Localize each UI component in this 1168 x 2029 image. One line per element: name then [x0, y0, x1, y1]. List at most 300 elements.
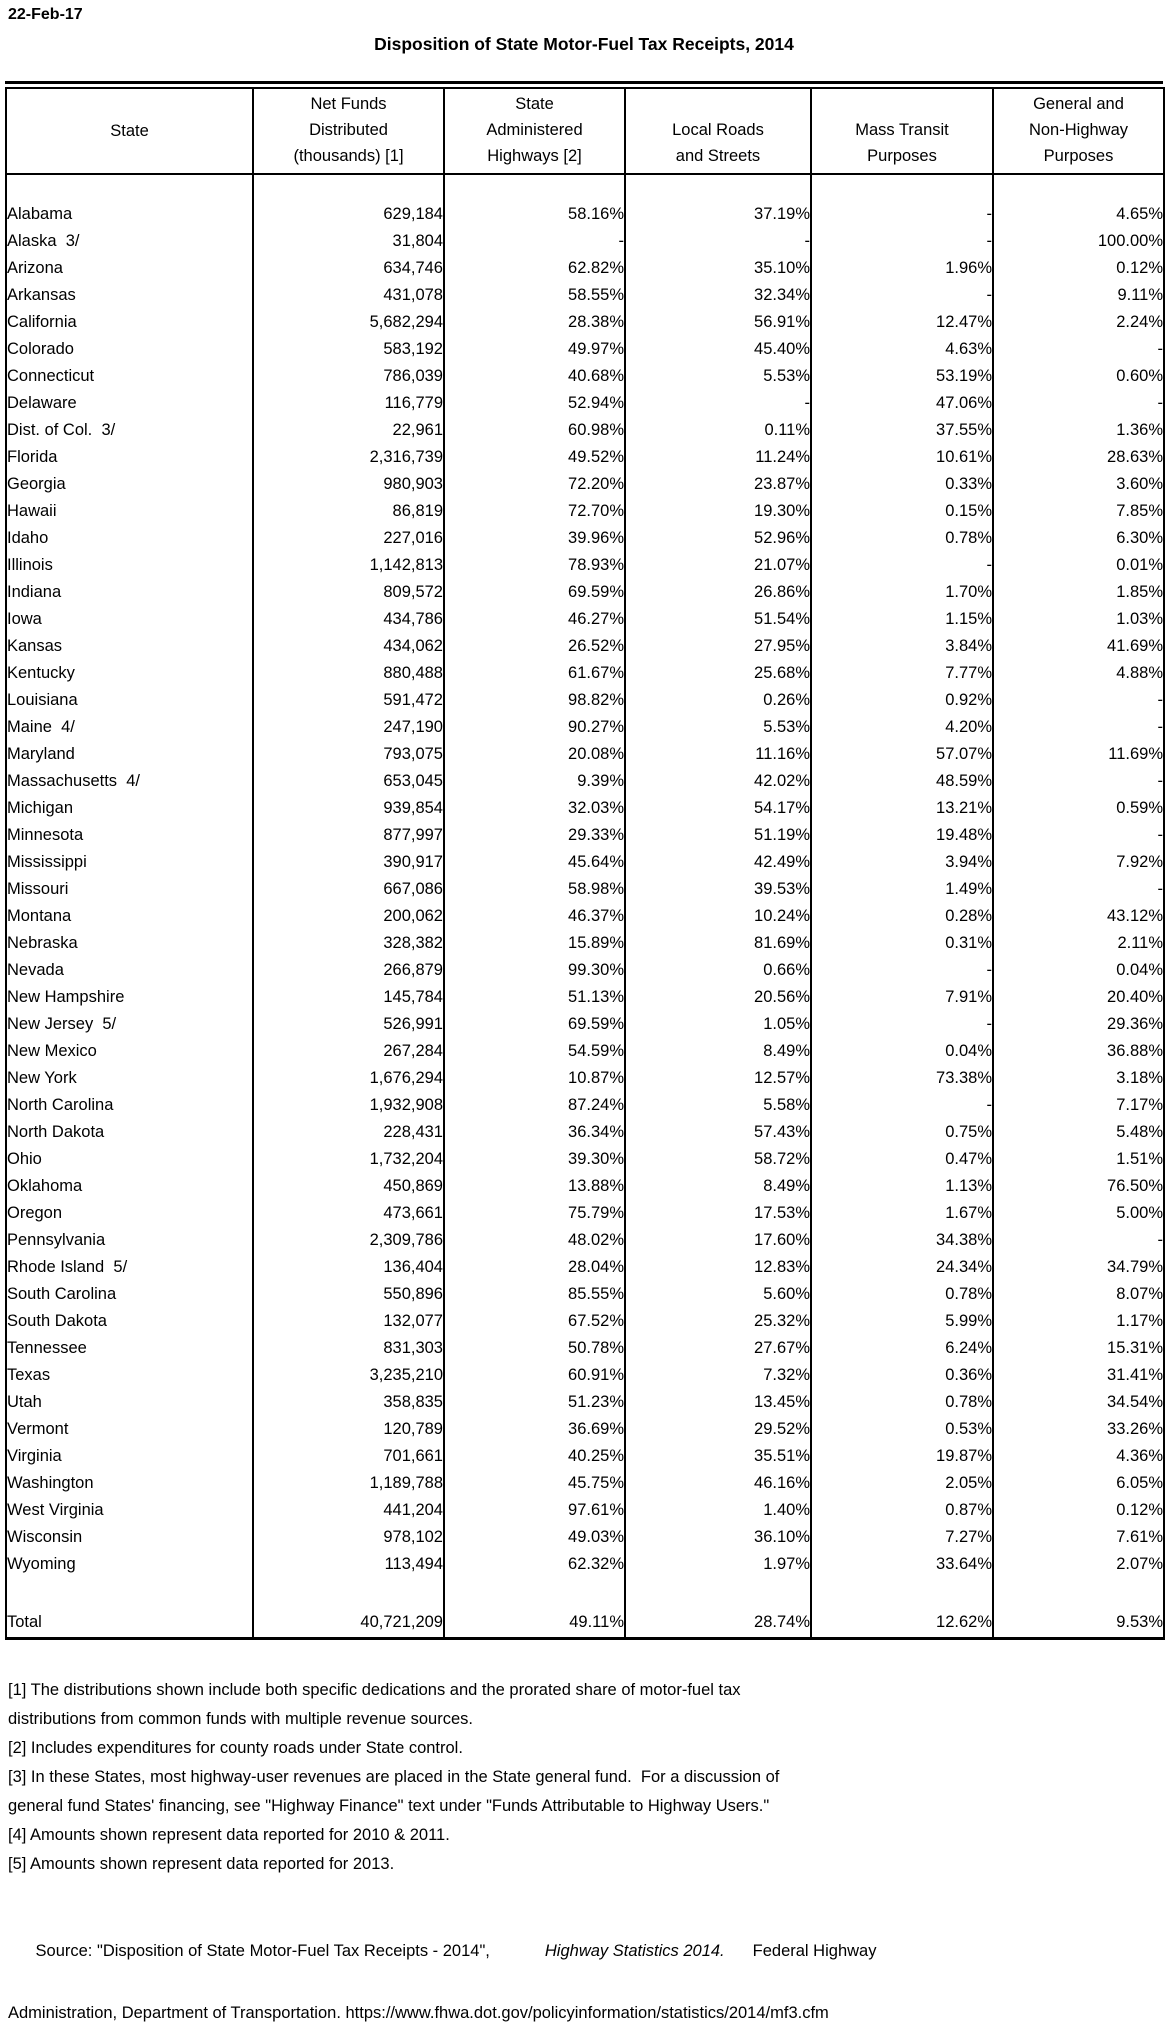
spacer-cell — [625, 174, 811, 201]
value-cell: 25.32% — [625, 1308, 811, 1335]
value-cell: 358,835 — [253, 1389, 444, 1416]
state-name-cell: Maine 4/ — [6, 714, 253, 741]
value-cell: 6.24% — [811, 1335, 993, 1362]
table-row — [6, 957, 1164, 984]
value-cell: 4.36% — [1116, 1447, 1163, 1465]
value-cell: 0.87% — [811, 1497, 993, 1524]
value-cell: 247,190 — [253, 714, 444, 741]
table-row — [6, 1443, 1164, 1470]
value-cell: 978,102 — [253, 1524, 444, 1551]
header-line: Local Roads — [672, 121, 764, 139]
value-cell: 37.55% — [811, 417, 993, 444]
value-cell: 667,086 — [253, 876, 444, 903]
value-cell: - — [811, 552, 993, 579]
value-cell: 0.53% — [811, 1416, 993, 1443]
value-cell: 75.79% — [444, 1200, 625, 1227]
value-cell: 81.69% — [625, 930, 811, 957]
value-cell: 39.96% — [444, 525, 625, 552]
state-name-cell: North Dakota — [6, 1119, 253, 1146]
value-cell: 0.04% — [1116, 961, 1163, 979]
header-line: (thousands) [1] — [293, 147, 404, 165]
value-cell: 54.17% — [625, 795, 811, 822]
header-line: Highways [2] — [487, 147, 582, 165]
spacer-cell — [6, 174, 253, 201]
header-row — [6, 88, 1164, 174]
table-row — [6, 1470, 1164, 1497]
spacer-cell — [811, 1578, 993, 1596]
state-name-cell: North Carolina — [6, 1092, 253, 1119]
value-cell: 5.58% — [625, 1092, 811, 1119]
value-cell: 0.01% — [1116, 556, 1163, 574]
value-cell: 116,779 — [253, 390, 444, 417]
value-cell: 653,045 — [253, 768, 444, 795]
value-cell: 42.02% — [625, 768, 811, 795]
state-name-cell: South Carolina — [6, 1281, 253, 1308]
value-cell: 45.75% — [444, 1470, 625, 1497]
footnotes — [8, 1676, 1168, 1879]
value-cell: 9.11% — [1117, 286, 1163, 304]
value-cell: 50.78% — [444, 1335, 625, 1362]
value-cell: 809,572 — [253, 579, 444, 606]
header-line: Purposes — [1043, 147, 1114, 165]
value-cell: 40.25% — [444, 1443, 625, 1470]
value-cell: 5.00% — [1116, 1204, 1163, 1222]
state-name-cell: Georgia — [6, 471, 253, 498]
header-line: Non-Highway — [1028, 121, 1129, 139]
state-name-cell: California — [6, 309, 253, 336]
value-cell: 56.91% — [625, 309, 811, 336]
value-cell: - — [811, 957, 993, 984]
table-row — [6, 1335, 1164, 1362]
value-cell: 43.12% — [1107, 907, 1163, 925]
value-cell: 58.98% — [444, 876, 625, 903]
value-cell: 7.85% — [1116, 502, 1163, 520]
value-cell: 51.13% — [444, 984, 625, 1011]
state-name-cell: Wisconsin — [6, 1524, 253, 1551]
value-cell: 32.34% — [625, 282, 811, 309]
value-cell: 52.96% — [625, 525, 811, 552]
state-name-cell: South Dakota — [6, 1308, 253, 1335]
value-cell: 34.54% — [1107, 1393, 1163, 1411]
header-highways — [444, 88, 625, 174]
spacer-section — [6, 174, 1164, 201]
table-row — [6, 1416, 1164, 1443]
value-cell: 5.48% — [1116, 1123, 1163, 1141]
value-cell: 267,284 — [253, 1038, 444, 1065]
value-cell: 3.18% — [1116, 1069, 1163, 1087]
value-cell: 28.38% — [444, 309, 625, 336]
value-cell: 97.61% — [444, 1497, 625, 1524]
value-cell: 9.39% — [444, 768, 625, 795]
table-row — [6, 1200, 1164, 1227]
header-general — [993, 88, 1164, 174]
value-cell: 550,896 — [253, 1281, 444, 1308]
source-citation — [8, 1905, 1168, 2029]
value-cell: 46.27% — [444, 606, 625, 633]
table-row — [6, 1551, 1164, 1578]
value-cell: 12.57% — [625, 1065, 811, 1092]
value-cell: 46.37% — [444, 903, 625, 930]
value-cell: 51.19% — [625, 822, 811, 849]
value-cell: 526,991 — [253, 1011, 444, 1038]
spacer-cell — [6, 1578, 253, 1596]
table-row — [6, 1254, 1164, 1281]
value-cell: 8.49% — [625, 1038, 811, 1065]
table-body — [6, 201, 1164, 1578]
value-cell: 4.65% — [1116, 205, 1163, 223]
value-cell: 431,078 — [253, 282, 444, 309]
value-cell: 20.56% — [625, 984, 811, 1011]
value-cell: 1.49% — [811, 876, 993, 903]
state-name-cell: Nebraska — [6, 930, 253, 957]
value-cell: 100.00% — [1097, 232, 1163, 250]
value-cell: 46.16% — [625, 1470, 811, 1497]
value-cell: 42.49% — [625, 849, 811, 876]
value-cell: 5,682,294 — [253, 309, 444, 336]
value-cell: 25.68% — [625, 660, 811, 687]
value-cell: 60.91% — [444, 1362, 625, 1389]
value-cell: - — [1157, 1231, 1163, 1249]
table-row — [6, 1011, 1164, 1038]
value-cell: 31.41% — [1107, 1366, 1163, 1384]
state-name-cell: Tennessee — [6, 1335, 253, 1362]
value-cell: 28.04% — [444, 1254, 625, 1281]
value-cell: 67.52% — [444, 1308, 625, 1335]
state-name-cell: Massachusetts 4/ — [6, 768, 253, 795]
state-name-cell: New York — [6, 1065, 253, 1092]
table-row — [6, 1281, 1164, 1308]
value-cell: 35.10% — [625, 255, 811, 282]
value-cell: 36.34% — [444, 1119, 625, 1146]
state-name-cell: Idaho — [6, 525, 253, 552]
state-name-cell: Utah — [6, 1389, 253, 1416]
value-cell: 49.03% — [444, 1524, 625, 1551]
value-cell: - — [811, 228, 993, 255]
value-cell: 390,917 — [253, 849, 444, 876]
value-cell: 10.61% — [811, 444, 993, 471]
table-row — [6, 1092, 1164, 1119]
header-local-roads — [625, 88, 811, 174]
value-cell: 5.53% — [625, 363, 811, 390]
table-row — [6, 1362, 1164, 1389]
value-cell: 34.79% — [1107, 1258, 1163, 1276]
value-cell: 27.67% — [625, 1335, 811, 1362]
value-cell: 62.82% — [444, 255, 625, 282]
spacer-cell — [444, 1578, 625, 1596]
value-cell: 2.07% — [1116, 1555, 1163, 1573]
value-cell: - — [1157, 826, 1163, 844]
value-cell: 1.67% — [811, 1200, 993, 1227]
header-line: State — [515, 95, 554, 113]
value-cell: 0.28% — [811, 903, 993, 930]
table-row — [6, 336, 1164, 363]
value-cell: 49.52% — [444, 444, 625, 471]
table-row — [6, 903, 1164, 930]
state-name-cell: Wyoming — [6, 1551, 253, 1578]
value-cell: 48.59% — [811, 768, 993, 795]
value-cell: 1.36% — [1116, 421, 1163, 439]
value-cell: 113,494 — [253, 1551, 444, 1578]
value-cell: - — [811, 201, 993, 228]
value-cell: 7.32% — [625, 1362, 811, 1389]
value-cell: - — [1157, 772, 1163, 790]
value-cell: 4.63% — [811, 336, 993, 363]
value-cell: 266,879 — [253, 957, 444, 984]
value-cell: - — [811, 1011, 993, 1038]
report-date: 22-Feb-17 — [8, 6, 83, 23]
table-row — [6, 471, 1164, 498]
state-name-cell: Oregon — [6, 1200, 253, 1227]
state-name-cell: Iowa — [6, 606, 253, 633]
value-cell: 3,235,210 — [253, 1362, 444, 1389]
value-cell: 1.05% — [625, 1011, 811, 1038]
state-name-cell: Kentucky — [6, 660, 253, 687]
value-cell: - — [1157, 394, 1163, 412]
value-cell: 7.91% — [811, 984, 993, 1011]
table-row — [6, 552, 1164, 579]
state-name-cell: Maryland — [6, 741, 253, 768]
source-line-1 — [8, 1905, 1168, 1998]
state-name-cell: Ohio — [6, 1146, 253, 1173]
state-name-cell: Oklahoma — [6, 1173, 253, 1200]
value-cell: 0.31% — [811, 930, 993, 957]
value-cell: 7.92% — [1116, 853, 1163, 871]
value-cell: 793,075 — [253, 741, 444, 768]
value-cell: 27.95% — [625, 633, 811, 660]
value-cell: 120,789 — [253, 1416, 444, 1443]
value-cell: 45.40% — [625, 336, 811, 363]
value-cell: 0.47% — [811, 1146, 993, 1173]
value-cell: 2.05% — [811, 1470, 993, 1497]
value-cell: 5.60% — [625, 1281, 811, 1308]
state-name-cell: Minnesota — [6, 822, 253, 849]
total-label: Total — [6, 1596, 253, 1639]
value-cell: 12.83% — [625, 1254, 811, 1281]
value-cell: 0.12% — [1116, 1501, 1163, 1519]
state-name-cell: Delaware — [6, 390, 253, 417]
value-cell: 880,488 — [253, 660, 444, 687]
value-cell: 15.89% — [444, 930, 625, 957]
value-cell: 10.87% — [444, 1065, 625, 1092]
value-cell: - — [444, 228, 625, 255]
value-cell: 22,961 — [253, 417, 444, 444]
value-cell: 227,016 — [253, 525, 444, 552]
value-cell: 87.24% — [444, 1092, 625, 1119]
value-cell: 26.86% — [625, 579, 811, 606]
table-row — [6, 741, 1164, 768]
value-cell: 145,784 — [253, 984, 444, 1011]
value-cell: 132,077 — [253, 1308, 444, 1335]
table-row — [6, 201, 1164, 228]
value-cell: 78.93% — [444, 552, 625, 579]
value-cell: - — [1157, 718, 1163, 736]
table-row — [6, 282, 1164, 309]
value-cell: 19.30% — [625, 498, 811, 525]
spacer-row — [6, 1578, 1164, 1596]
footnote-2: [2] Includes expenditures for county roads under State control. — [8, 1739, 463, 1757]
state-name-cell: Connecticut — [6, 363, 253, 390]
value-cell: 54.59% — [444, 1038, 625, 1065]
state-name-cell: Nevada — [6, 957, 253, 984]
value-cell: 15.31% — [1107, 1339, 1163, 1357]
state-name-cell: Alaska 3/ — [6, 228, 253, 255]
state-name-cell: Florida — [6, 444, 253, 471]
value-cell: 10.24% — [625, 903, 811, 930]
value-cell: 11.69% — [1108, 745, 1163, 763]
table-row — [6, 417, 1164, 444]
value-cell: 52.94% — [444, 390, 625, 417]
value-cell: 328,382 — [253, 930, 444, 957]
state-name-cell: Washington — [6, 1470, 253, 1497]
value-cell: 13.45% — [625, 1389, 811, 1416]
value-cell: 36.88% — [1107, 1042, 1163, 1060]
value-cell: 26.52% — [444, 633, 625, 660]
table-row — [6, 687, 1164, 714]
spacer-cell — [253, 174, 444, 201]
table-row — [6, 1497, 1164, 1524]
value-cell: 1.51% — [1116, 1150, 1163, 1168]
value-cell: 19.87% — [811, 1443, 993, 1470]
state-name-cell: New Mexico — [6, 1038, 253, 1065]
value-cell: 1.17% — [1116, 1312, 1163, 1330]
table-row — [6, 660, 1164, 687]
value-cell: 40.68% — [444, 363, 625, 390]
value-cell: 29.52% — [625, 1416, 811, 1443]
value-cell: 4.20% — [811, 714, 993, 741]
value-cell: 0.78% — [811, 1389, 993, 1416]
value-cell: 1.97% — [625, 1551, 811, 1578]
value-cell: 34.38% — [811, 1227, 993, 1254]
value-cell: 5.53% — [625, 714, 811, 741]
table-row — [6, 822, 1164, 849]
value-cell: 591,472 — [253, 687, 444, 714]
state-name-cell: Alabama — [6, 201, 253, 228]
value-cell: 1.85% — [1116, 583, 1163, 601]
source-suffix: Federal Highway — [752, 1942, 877, 1960]
value-cell: 99.30% — [444, 957, 625, 984]
value-cell: 41.69% — [1107, 637, 1163, 655]
value-cell: 11.24% — [625, 444, 811, 471]
table-row — [6, 606, 1164, 633]
value-cell: 86,819 — [253, 498, 444, 525]
value-cell: 0.36% — [811, 1362, 993, 1389]
state-name-cell: Dist. of Col. 3/ — [6, 417, 253, 444]
value-cell: 980,903 — [253, 471, 444, 498]
value-cell: 37.19% — [625, 201, 811, 228]
value-cell: 0.12% — [1116, 259, 1163, 277]
source-publication-title: Highway Statistics 2014. — [544, 1942, 725, 1960]
value-cell: 76.50% — [1107, 1177, 1163, 1195]
value-cell: 98.82% — [444, 687, 625, 714]
spacer-cell — [444, 174, 625, 201]
value-cell: 0.78% — [811, 525, 993, 552]
value-cell: 1.13% — [811, 1173, 993, 1200]
state-name-cell: Mississippi — [6, 849, 253, 876]
header-line: Administered — [486, 121, 583, 139]
value-cell: 47.06% — [811, 390, 993, 417]
value-cell: 1,189,788 — [253, 1470, 444, 1497]
total-row — [6, 1596, 1164, 1639]
value-cell: 62.32% — [444, 1551, 625, 1578]
value-cell: - — [625, 228, 811, 255]
state-name-cell: Vermont — [6, 1416, 253, 1443]
state-name-cell: Texas — [6, 1362, 253, 1389]
table-row — [6, 795, 1164, 822]
source-line-2: Administration, Department of Transportation. https://www.fhwa.dot.gov/policyinformation/statistics/2014/mf3.cfm — [8, 2004, 829, 2022]
value-cell: 2.24% — [1116, 313, 1163, 331]
value-cell: 20.08% — [444, 741, 625, 768]
value-cell: 49.97% — [444, 336, 625, 363]
value-cell: 0.75% — [811, 1119, 993, 1146]
value-cell: 7.77% — [811, 660, 993, 687]
table-row — [6, 444, 1164, 471]
table-row — [6, 525, 1164, 552]
value-cell: 228,431 — [253, 1119, 444, 1146]
total-general: 9.53% — [1116, 1613, 1163, 1631]
table-row — [6, 984, 1164, 1011]
value-cell: 6.05% — [1116, 1474, 1163, 1492]
table-row — [6, 498, 1164, 525]
value-cell: 200,062 — [253, 903, 444, 930]
value-cell: 19.48% — [811, 822, 993, 849]
value-cell: 53.19% — [811, 363, 993, 390]
value-cell: 634,746 — [253, 255, 444, 282]
value-cell: 85.55% — [444, 1281, 625, 1308]
state-name-cell: Colorado — [6, 336, 253, 363]
value-cell: 48.02% — [444, 1227, 625, 1254]
value-cell: 2.11% — [1117, 934, 1163, 952]
table-row — [6, 633, 1164, 660]
table-header — [6, 88, 1164, 174]
state-name-cell: New Hampshire — [6, 984, 253, 1011]
value-cell: 33.26% — [1107, 1420, 1163, 1438]
value-cell: 1.96% — [811, 255, 993, 282]
state-name-cell: Michigan — [6, 795, 253, 822]
value-cell: 39.53% — [625, 876, 811, 903]
state-name-cell: New Jersey 5/ — [6, 1011, 253, 1038]
value-cell: 434,062 — [253, 633, 444, 660]
value-cell: 32.03% — [444, 795, 625, 822]
value-cell: 13.21% — [811, 795, 993, 822]
table-row — [6, 390, 1164, 417]
table-row — [6, 1119, 1164, 1146]
value-cell: 7.27% — [811, 1524, 993, 1551]
value-cell: 434,786 — [253, 606, 444, 633]
footnote-5: [5] Amounts shown represent data reported for 2013. — [8, 1855, 395, 1873]
value-cell: 24.34% — [811, 1254, 993, 1281]
value-cell: - — [625, 390, 811, 417]
spacer-cell — [625, 1578, 811, 1596]
state-name-cell: Arkansas — [6, 282, 253, 309]
total-net-funds: 40,721,209 — [253, 1596, 444, 1639]
value-cell: 23.87% — [625, 471, 811, 498]
value-cell: 35.51% — [625, 1443, 811, 1470]
value-cell: 58.72% — [625, 1146, 811, 1173]
value-cell: - — [1157, 691, 1163, 709]
value-cell: - — [1157, 880, 1163, 898]
value-cell: 0.04% — [811, 1038, 993, 1065]
value-cell: 5.99% — [811, 1308, 993, 1335]
value-cell: 2,316,739 — [253, 444, 444, 471]
table-footer — [6, 1578, 1164, 1639]
table-area — [5, 81, 1163, 1640]
table-row — [6, 1038, 1164, 1065]
value-cell: 58.16% — [444, 201, 625, 228]
value-cell: 701,661 — [253, 1443, 444, 1470]
state-name-cell: Missouri — [6, 876, 253, 903]
value-cell: 1,142,813 — [253, 552, 444, 579]
value-cell: 1.40% — [625, 1497, 811, 1524]
